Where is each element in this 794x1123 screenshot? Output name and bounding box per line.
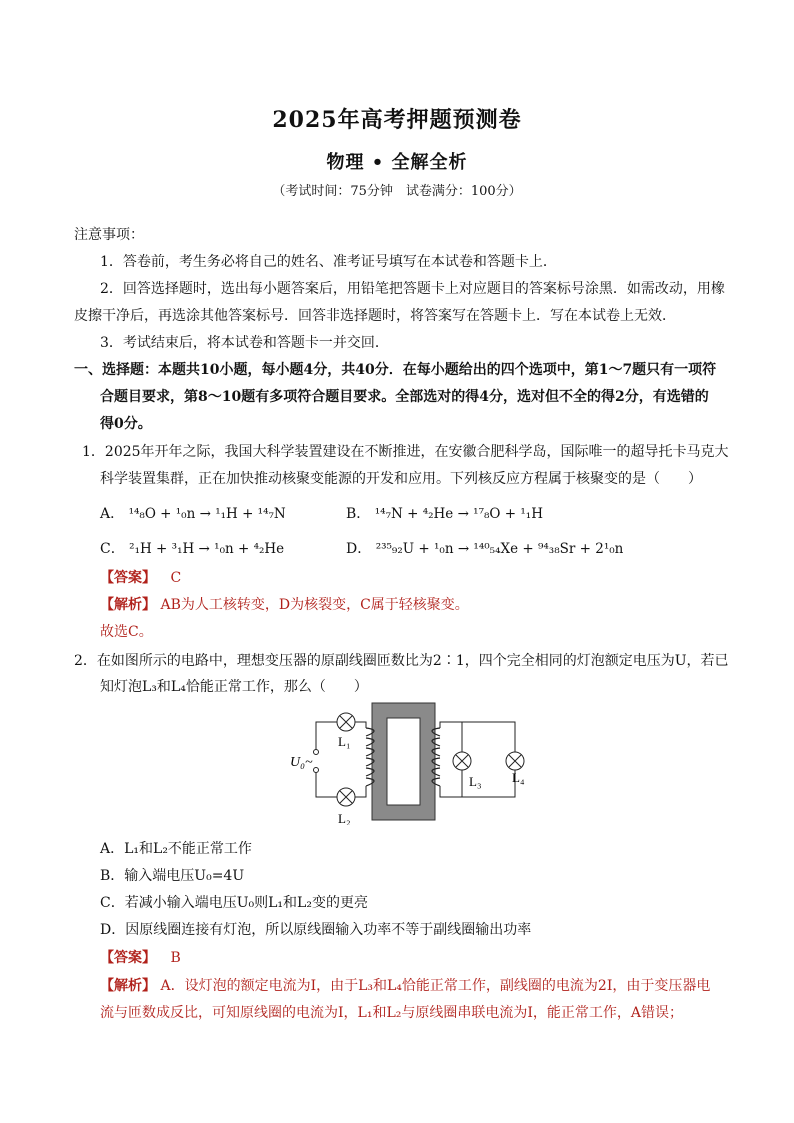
bulb-l3	[453, 752, 471, 770]
q1-answer	[100, 567, 181, 587]
answer-label: 【答案】	[100, 950, 156, 966]
analysis-label: 【解析】	[100, 597, 156, 613]
page-subtitle: 物理 • 全解全析	[326, 152, 468, 173]
notice-item: 皮擦干净后，再选涂其他答案标号．回答非选择题时，将答案写在答题卡上．写在本试卷上无效．	[74, 308, 676, 324]
q1-analysis	[100, 594, 469, 614]
section-heading: 一、选择题：本题共10小题，每小题4分，共40分．在每小题给出的四个选项中，第1～7题只有一项符	[74, 362, 717, 378]
section-heading-cont: 合题目要求，第8～10题有多项符合题目要求。全部选对的得4分，选对但不全的得2分，有选错的	[100, 389, 709, 405]
analysis-text: AB为人工核转变，D为核裂变，C属于轻核聚变。	[160, 597, 469, 613]
q1-option-a	[100, 503, 286, 523]
formula: ¹⁴₇N + ⁴₂He → ¹⁷₈O + ¹₁H	[374, 506, 543, 522]
formula: ²₁H + ³₁H → ¹₀n + ⁴₂He	[129, 541, 285, 557]
input-terminal	[314, 768, 319, 773]
q2-stem: 2．在如图所示的电路中，理想变压器的原副线圈匝数比为2∶1，四个完全相同的灯泡额定电压为U，若已	[74, 653, 729, 669]
q2-option-b: B．输入端电压U₀=4U	[100, 868, 245, 884]
q2-option-c: C．若减小输入端电压U₀则L₁和L₂变的更亮	[100, 895, 368, 911]
section-heading-cont: 得0分。	[100, 416, 152, 432]
label-l4: L₄	[512, 770, 525, 785]
q1-conclusion: 故选C。	[100, 624, 153, 640]
exam-meta: （考试时间：75分钟 试卷满分：100分）	[272, 184, 522, 199]
q2-answer	[100, 947, 181, 967]
bulb-l1	[337, 713, 355, 731]
q2-analysis	[100, 975, 710, 995]
notice-item: 1．答卷前，考生务必将自己的姓名、准考证号填写在本试卷和答题卡上．	[100, 254, 557, 270]
input-terminal	[314, 750, 319, 755]
answer-value: C	[170, 570, 182, 586]
option-letter: C．	[100, 541, 125, 557]
formula: ²³⁵₉₂U + ¹₀n → ¹⁴⁰₅₄Xe + ⁹⁴₃₈Sr + 2¹₀n	[375, 541, 624, 557]
answer-label: 【答案】	[100, 570, 156, 586]
label-l2: L₂	[338, 811, 351, 825]
option-letter: B．	[346, 506, 371, 522]
label-l3: L₃	[469, 774, 482, 789]
q1-stem: 1．2025年开年之际，我国大科学装置建设在不断推进，在安徽合肥科学岛，国际唯一的超导托卡马克大	[82, 444, 729, 460]
notice-heading: 注意事项：	[74, 227, 144, 243]
q1-option-d	[346, 538, 623, 558]
option-letter: D．	[346, 541, 372, 557]
label-l1: L₁	[338, 734, 351, 749]
answer-value: B	[170, 950, 181, 966]
notice-item: 3．考试结束后，将本试卷和答题卡一并交回．	[100, 335, 389, 351]
q2-option-a: A．L₁和L₂不能正常工作	[100, 841, 252, 857]
analysis-label: 【解析】	[100, 978, 156, 994]
circuit-diagram	[286, 700, 526, 825]
q1-option-c	[100, 538, 284, 558]
notice-item: 2．回答选择题时，选出每小题答案后，用铅笔把答题卡上对应题目的答案标号涂黑．如需改动，用橡	[100, 281, 725, 297]
formula: ¹⁴₈O + ¹₀n → ¹₁H + ¹⁴₇N	[128, 506, 286, 522]
q2-stem-cont: 知灯泡L₃和L₄恰能正常工作，那么（ ）	[100, 679, 368, 695]
q2-analysis-cont: 流与匝数成反比，可知原线圈的电流为I，L₁和L₂与原线圈串联电流为I，能正常工作，A错误；	[100, 1005, 683, 1021]
bulb-l2	[337, 788, 355, 806]
q1-stem-cont: 科学装置集群，正在加快推动核聚变能源的开发和应用。下列核反应方程属于核聚变的是（ ）	[100, 471, 702, 487]
q1-option-b	[346, 503, 543, 523]
analysis-text: A．设灯泡的额定电流为I，由于L₃和L₄恰能正常工作，副线圈的电流为2I，由于变压器电	[160, 978, 711, 994]
q2-option-d: D．因原线圈连接有灯泡，所以原线圈输入功率不等于副线圈输出功率	[100, 922, 532, 938]
option-letter: A．	[100, 506, 125, 522]
label-u0: U₀~	[290, 755, 313, 770]
page-title: 2025年高考押题预测卷	[272, 107, 522, 133]
bulb-l4	[506, 752, 524, 770]
